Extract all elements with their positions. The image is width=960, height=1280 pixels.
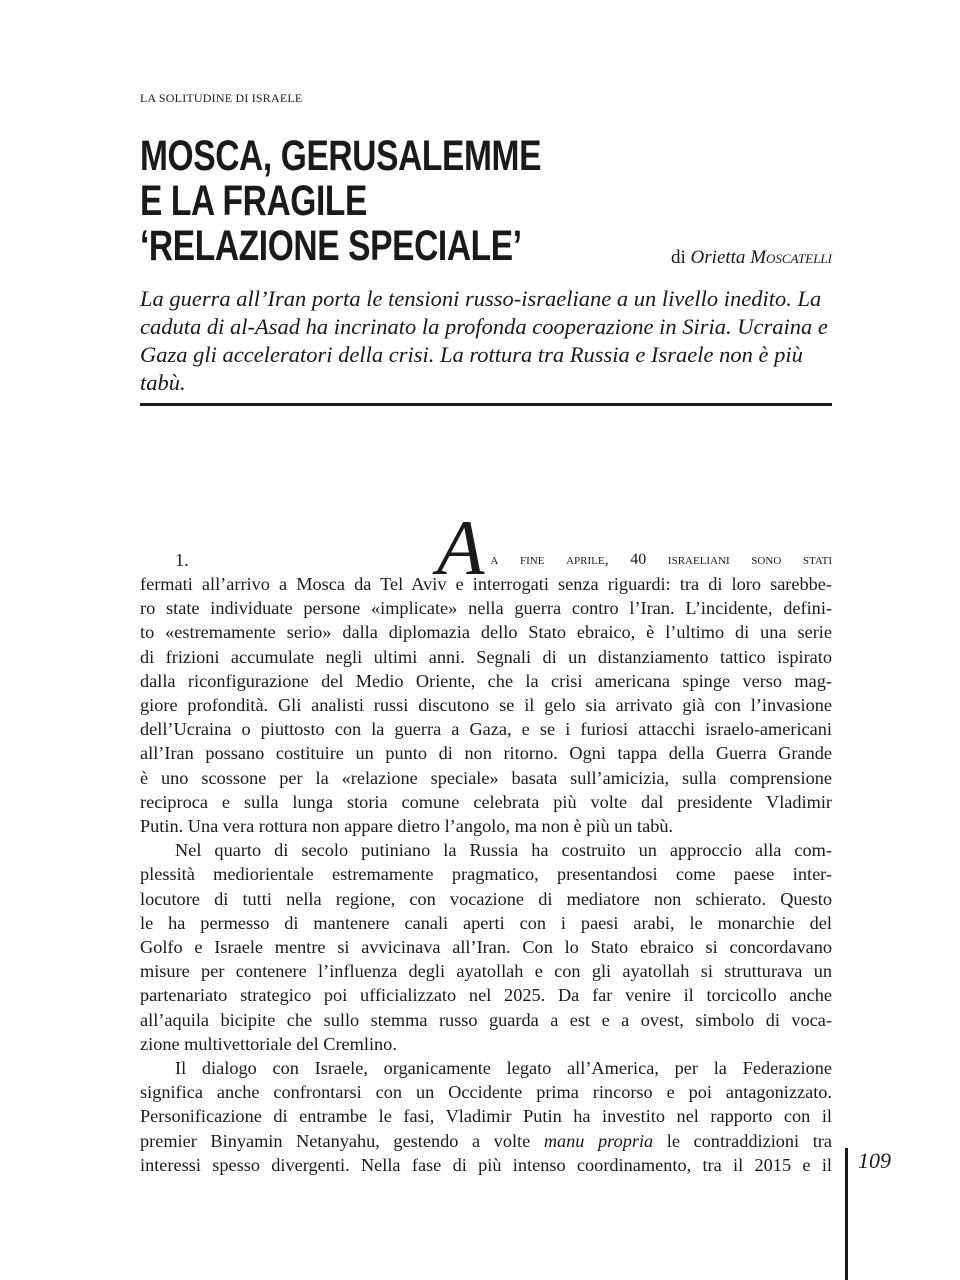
text-line: reciproca e sulla lunga storia comune celebrata più volte dal presidente Vladimir: [140, 791, 832, 812]
text-line: è uno scossone per la «relazione speciale» basata sull’amicizia, sulla comprensione: [140, 767, 832, 788]
byline-prefix: di: [671, 247, 686, 268]
text-line: locutore di tutti nella regione, con vocazione di mediatore non schierato. Questo: [140, 888, 832, 909]
article-subtitle: La guerra all’Iran porta le tensioni russo-israeliane a un livello inedito. La caduta di al-Asad ha incrinato la profonda cooperazione in Siria. Ucraina e Gaza gli acceleratori della crisi. La rottura tra Russia e Israele non è più tabù.: [140, 286, 828, 395]
paragraph-2: [140, 838, 832, 1056]
article-title-line-1: MOSCA, GERUSALEMME: [140, 132, 542, 180]
drop-cap: A: [436, 504, 485, 591]
running-head: LA SOLITUDINE DI ISRAELE: [140, 91, 303, 105]
author-last-name: Moscatelli: [750, 247, 832, 268]
text-segment: premier Binyamin Netanyahu, gestendo a volte: [140, 1130, 544, 1151]
text-line: dell’Ucraina o piuttosto con la guerra a Gaza, e se i furiosi attacchi israelo-americani: [140, 719, 832, 740]
text-line: Putin. Una vera rottura non appare dietro l’angolo, ma non è più un tabù.: [140, 816, 674, 837]
text-line: zione multivettoriale del Cremlino.: [140, 1033, 397, 1054]
text-line: partenariato strategico poi ufficializzato nel 2025. Da far venire il torcicollo anche: [140, 985, 832, 1006]
text-line: to «estremamente serio» dalla diplomazia dello Stato ebraico, è l’ultimo di una serie: [140, 622, 832, 643]
text-line: misure per contenere l’influenza degli ayatollah e con gli ayatollah si strutturava un: [140, 961, 832, 982]
text-line: plessità mediorientale estremamente pragmatico, presentandosi come paese inter-: [140, 864, 832, 885]
byline: [671, 247, 832, 269]
text-line: [140, 1129, 832, 1153]
latin-phrase: manu propria: [543, 1130, 654, 1151]
text-line: Golfo e Israele mentre si avvicinava all’Iran. Con lo Stato ebraico si concordavano: [140, 937, 832, 958]
title-rule: [140, 403, 832, 406]
lead-small-caps: a fine aprile, 40 israeliani sono stati: [490, 550, 832, 568]
paragraph-1: [140, 572, 832, 838]
text-line: Personificazione di entrambe le fasi, Vladimir Putin ha investito nel rapporto con il: [140, 1106, 832, 1127]
text-line: fermati all’arrivo a Mosca da Tel Aviv e interrogati senza riguardi: tra di loro sarebbe-: [140, 574, 832, 594]
article-title-line-3: ‘RELAZIONE SPECIALE’: [140, 222, 522, 270]
paragraph-3: [140, 1056, 832, 1177]
text-line: Il dialogo con Israele, organicamente legato all’America, per la Federazione: [175, 1058, 832, 1079]
text-line: di frizioni accumulate negli ultimi anni. Segnali di un distanziamento tattico ispirato: [140, 646, 832, 667]
text-line: le ha permesso di mantenere canali aperti con i paesi arabi, le monarchie del: [140, 912, 832, 933]
page-number-rule: [845, 1148, 848, 1280]
text-line: all’Iran possano costituire un punto di non ritorno. Ogni tappa della Guerra Grande: [140, 743, 832, 764]
author-name: [691, 247, 832, 268]
article-body: [140, 504, 832, 1177]
article-title-block: [140, 134, 832, 269]
page-number: 109: [858, 1148, 891, 1173]
text-line: significa anche confrontarsi con un Occidente prima rincorso e poi antagonizzato.: [140, 1082, 832, 1103]
section-number: 1.: [175, 549, 189, 570]
text-line: all’aquila bicipite che sullo stemma russo guarda a est e a ovest, simbolo di voca-: [140, 1009, 832, 1030]
text-line: interessi spesso divergenti. Nella fase di più intenso coordinamento, tra il 2015 e il: [140, 1154, 832, 1175]
text-line: ro state individuate persone «implicate» nella guerra contro l’Iran. L’incidente, defini-: [140, 598, 832, 619]
author-first-name: Orietta: [690, 247, 746, 268]
text-line: dalla riconfigurazione del Medio Oriente, che la crisi americana spinge verso mag-: [140, 670, 832, 691]
text-segment: le contraddizioni tra: [653, 1130, 832, 1151]
text-line: giore profondità. Gli analisti russi discutono se il gelo sia arrivato già con l’invasione: [140, 695, 832, 716]
article-title-line-2: E LA FRAGILE: [140, 177, 367, 225]
text-line: Nel quarto di secolo putiniano la Russia ha costruito un approccio alla com-: [175, 840, 832, 861]
